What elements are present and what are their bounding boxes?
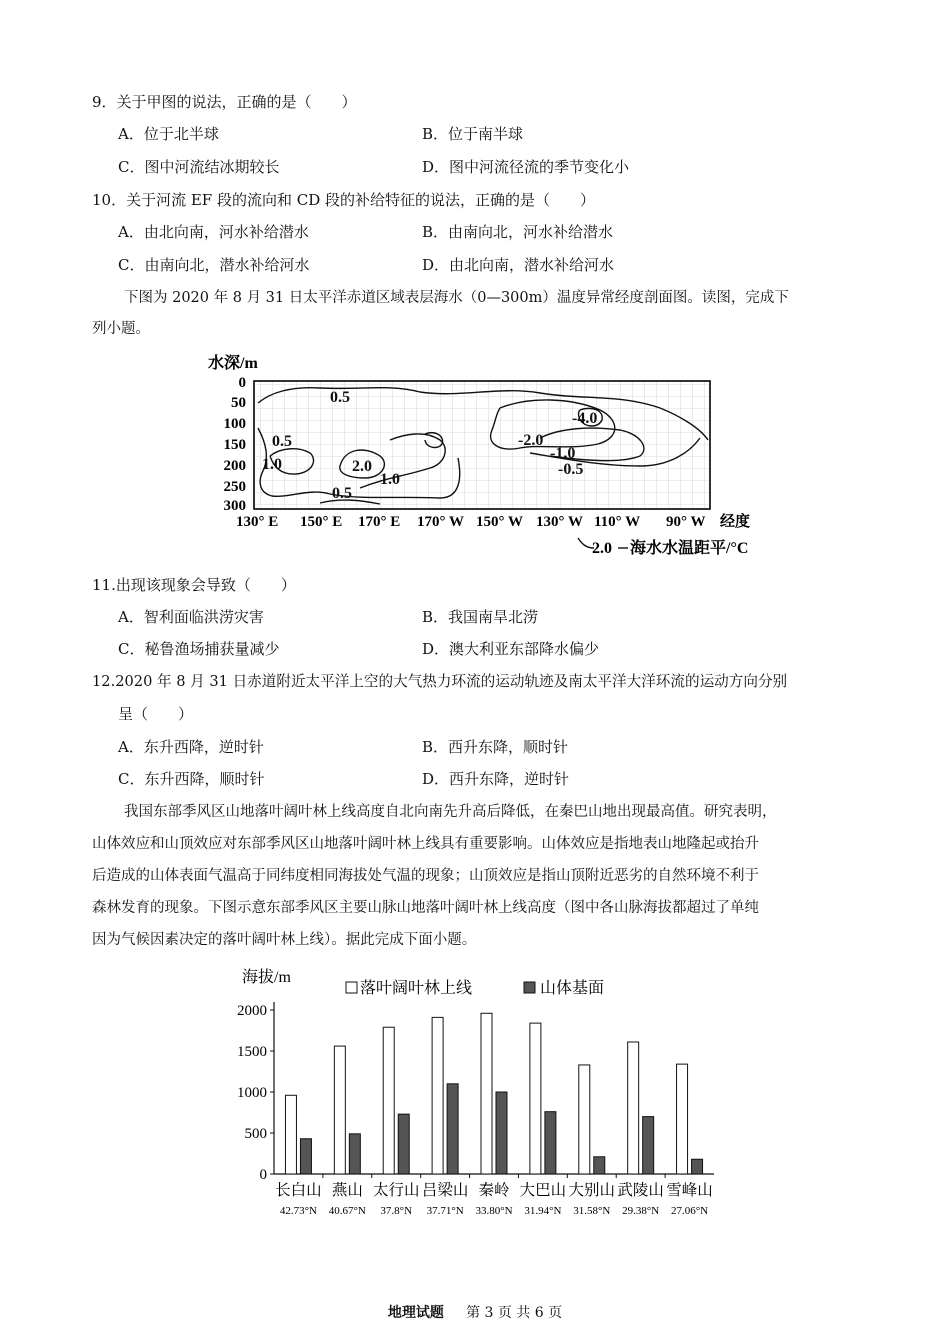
contour-label: -0.5 bbox=[558, 461, 584, 478]
latitude-label: 29.38°N bbox=[622, 1205, 660, 1217]
bar-upper-line-1 bbox=[285, 1095, 296, 1174]
contour-label: -2.0 bbox=[518, 432, 544, 449]
contour-label: -4.0 bbox=[572, 410, 598, 427]
y-tick-label: 0 bbox=[259, 1167, 267, 1183]
footer-page-number: 第 3 页 共 6 页 bbox=[466, 1305, 563, 1321]
depth-tick: 250 bbox=[223, 479, 246, 495]
y-tick-label: 1000 bbox=[237, 1085, 267, 1101]
contour-label: 0.5 bbox=[272, 433, 292, 450]
depth-axis-title: 水深/m bbox=[208, 355, 258, 372]
contour-label: 1.0 bbox=[262, 456, 282, 473]
y-tick-label: 500 bbox=[244, 1126, 267, 1142]
q9-stem: 9．关于甲图的说法，正确的是（ ） bbox=[92, 93, 357, 111]
page-footer bbox=[0, 1302, 950, 1322]
depth-tick: 0 bbox=[238, 375, 246, 391]
q12-option-c: C．东升西降，顺时针 bbox=[118, 770, 265, 788]
legend-label-base: 山体基面 bbox=[540, 980, 605, 997]
category-label: 太行山 bbox=[372, 1182, 420, 1199]
q10-option-a: A．由北向南，河水补给潜水 bbox=[118, 223, 309, 241]
intro2-line5: 因为气候因素决定的落叶阔叶林上线）。据此完成下面小题。 bbox=[92, 932, 477, 948]
lon-tick: 170° W bbox=[417, 514, 464, 530]
depth-tick: 50 bbox=[231, 395, 246, 411]
latitude-label: 31.94°N bbox=[524, 1205, 562, 1217]
depth-tick: 300 bbox=[223, 498, 246, 514]
bar-upper-line-5 bbox=[481, 1013, 492, 1174]
bar-upper-line-3 bbox=[383, 1027, 394, 1174]
latitude-label: 37.71°N bbox=[426, 1205, 464, 1217]
bar-upper-line-7 bbox=[579, 1065, 590, 1174]
category-label: 雪峰山 bbox=[666, 1182, 713, 1199]
y-tick-label: 2000 bbox=[237, 1003, 267, 1019]
bar-upper-line-8 bbox=[628, 1042, 639, 1174]
q11-option-a: A．智利面临洪涝灾害 bbox=[118, 608, 264, 626]
q12-option-a: A．东升西降，逆时针 bbox=[118, 738, 264, 756]
q9-option-c: C．图中河流结冰期较长 bbox=[118, 158, 280, 176]
latitude-label: 27.06°N bbox=[671, 1205, 709, 1217]
category-label: 武陵山 bbox=[617, 1182, 664, 1199]
bar-base-9 bbox=[692, 1159, 703, 1174]
contour-label: 2.0 bbox=[352, 458, 372, 475]
intro2-line4: 森林发育的现象。下图示意东部季风区主要山脉山地落叶阔叶林上线高度（图中各山脉海拔都超过了单纯 bbox=[92, 900, 759, 916]
category-label: 长白山 bbox=[275, 1182, 322, 1199]
contour-label: 0.5 bbox=[332, 485, 352, 502]
legend-value: 2.0 bbox=[592, 540, 612, 557]
latitude-label: 37.8°N bbox=[380, 1205, 413, 1217]
bar-base-4 bbox=[447, 1084, 458, 1174]
lon-tick: 150° E bbox=[300, 514, 343, 530]
latitude-label: 40.67°N bbox=[328, 1205, 366, 1217]
q12-option-d: D．西升东降，逆时针 bbox=[422, 770, 570, 788]
intro1-line2: 列小题。 bbox=[92, 321, 150, 337]
bar-upper-line-2 bbox=[334, 1046, 345, 1174]
category-label: 大别山 bbox=[568, 1182, 616, 1199]
q11-stem: 11.出现该现象会导致（ ） bbox=[92, 576, 296, 594]
bar-upper-line-4 bbox=[432, 1017, 443, 1174]
category-label: 秦岭 bbox=[478, 1182, 510, 1199]
category-label: 燕山 bbox=[331, 1182, 363, 1199]
depth-tick: 100 bbox=[223, 416, 246, 432]
q9-option-d: D．图中河流径流的季节变化小 bbox=[422, 158, 630, 176]
bar-base-6 bbox=[545, 1112, 556, 1174]
q10-option-c: C．由南向北，潜水补给河水 bbox=[118, 256, 310, 274]
contour-label: 1.0 bbox=[380, 471, 400, 488]
chart-y-axis-title: 海拔/m bbox=[242, 969, 291, 986]
q10-option-d: D．由北向南，潜水补给河水 bbox=[422, 256, 615, 274]
latitude-label: 31.58°N bbox=[573, 1205, 611, 1217]
q9-option-b: B．位于南半球 bbox=[422, 125, 524, 143]
latitude-label: 33.80°N bbox=[475, 1205, 513, 1217]
q12-stem-line2: 呈（ ） bbox=[118, 705, 194, 723]
y-tick-label: 1500 bbox=[237, 1044, 267, 1060]
lon-tick: 130° E bbox=[236, 514, 279, 530]
intro2-line1: 我国东部季风区山地落叶阔叶林上线高度自北向南先升高后降低，在秦巴山地出现最高值。研究表明， bbox=[124, 804, 777, 820]
q12-stem-line1: 12.2020 年 8 月 31 日赤道附近太平洋上空的大气热力环流的运动轨迹及南太平洋大洋环流的运动方向分别 bbox=[92, 673, 788, 690]
bar-base-3 bbox=[398, 1114, 409, 1174]
temperature-anomaly-figure bbox=[200, 348, 770, 564]
category-label: 大巴山 bbox=[519, 1182, 567, 1199]
lon-tick: 150° W bbox=[476, 514, 523, 530]
bar-upper-line-9 bbox=[677, 1064, 688, 1174]
lon-tick: 170° E bbox=[358, 514, 401, 530]
plot-frame bbox=[254, 381, 710, 509]
q11-option-c: C．秘鲁渔场捕获量减少 bbox=[118, 640, 280, 658]
latitude-label: 42.73°N bbox=[279, 1205, 317, 1217]
bar-base-8 bbox=[643, 1117, 654, 1174]
bar-base-7 bbox=[594, 1157, 605, 1174]
legend-swatch-base bbox=[524, 982, 535, 993]
intro2-line2: 山体效应和山顶效应对东部季风区山地落叶阔叶林上线具有重要影响。山体效应是指地表山地隆起或抬升 bbox=[92, 836, 759, 852]
q9-option-a: A．位于北半球 bbox=[118, 125, 219, 143]
forest-line-bar-chart bbox=[228, 960, 728, 1222]
intro1-line1: 下图为 2020 年 8 月 31 日太平洋赤道区域表层海水（0—300m）温度异常经度剖面图。读图，完成下 bbox=[124, 290, 789, 306]
bar-base-2 bbox=[349, 1134, 360, 1174]
q12-option-b: B．西升东降，顺时针 bbox=[422, 738, 569, 756]
intro2-line3: 后造成的山体表面气温高于同纬度相同海拔处气温的现象；山顶效应是指山顶附近恶劣的自然环境不利于 bbox=[92, 868, 759, 884]
q10-option-b: B．由南向北，河水补给潜水 bbox=[422, 223, 614, 241]
lon-tick: 90° W bbox=[666, 514, 706, 530]
lon-tick: 110° W bbox=[594, 514, 641, 530]
bar-base-1 bbox=[300, 1139, 311, 1174]
depth-tick: 150 bbox=[223, 437, 246, 453]
contour-label: -1.0 bbox=[550, 445, 576, 462]
legend-text: 海水水温距平/°C bbox=[630, 540, 749, 557]
chart-legend bbox=[346, 978, 604, 997]
q11-option-b: B．我国南旱北涝 bbox=[422, 608, 539, 626]
legend-label-upper-line: 落叶阔叶林上线 bbox=[360, 980, 473, 997]
footer-subject: 地理试题 bbox=[387, 1305, 444, 1321]
q11-option-d: D．澳大利亚东部降水偏少 bbox=[422, 640, 600, 658]
category-label: 吕梁山 bbox=[421, 1182, 469, 1199]
q10-stem: 10．关于河流 EF 段的流向和 CD 段的补给特征的说法，正确的是（ ） bbox=[92, 191, 596, 209]
bar-base-5 bbox=[496, 1092, 507, 1174]
depth-tick: 200 bbox=[223, 458, 246, 474]
lon-axis-title: 经度 bbox=[720, 514, 751, 530]
contour-label: 0.5 bbox=[330, 389, 350, 406]
legend-swatch-upper-line bbox=[346, 982, 357, 993]
lon-tick: 130° W bbox=[536, 514, 583, 530]
bar-upper-line-6 bbox=[530, 1023, 541, 1174]
